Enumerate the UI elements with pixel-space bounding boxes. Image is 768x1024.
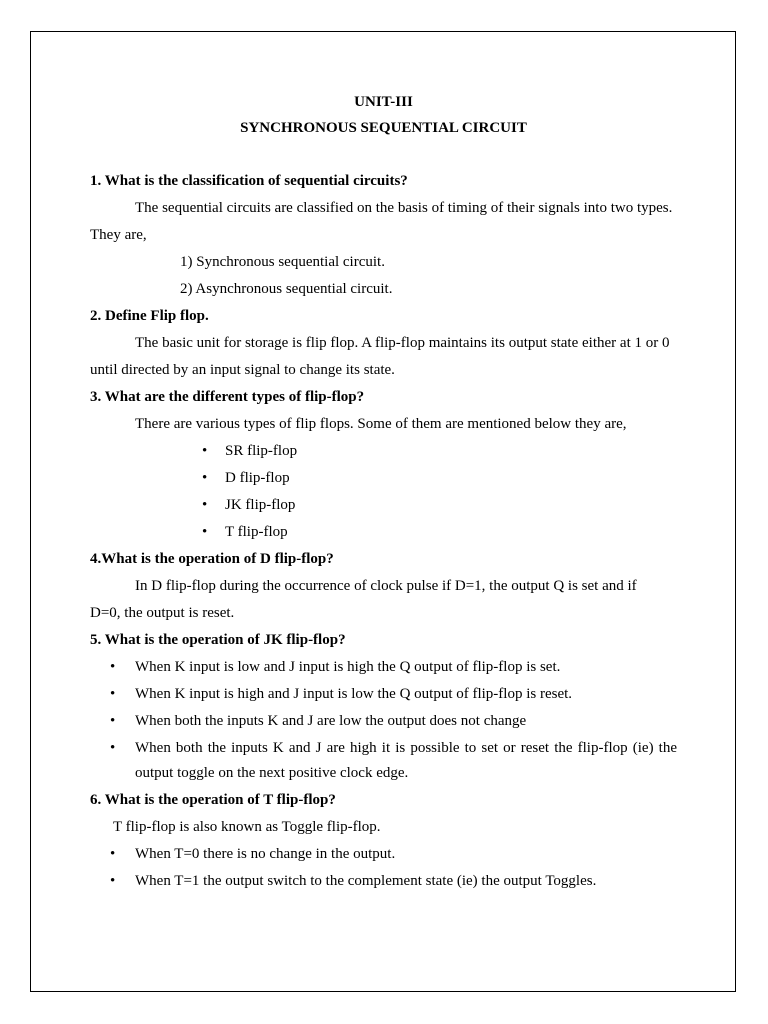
question-1: 1. What is the classification of sequential circuits? (90, 173, 408, 189)
list-item-text: When T=1 the output switch to the complement state (ie) the output Toggles. (135, 873, 597, 889)
list-item-text: When both the inputs K and J are high it is possible to set or reset the flip-flop (ie) the output toggle on the next positive clock edge. (135, 740, 677, 781)
answer-4-line-1: In D flip-flop during the occurrence of clock pulse if D=1, the output Q is set and if (135, 578, 637, 594)
bullet-icon: • (110, 686, 116, 702)
answer-3: There are various types of flip flops. Some of them are mentioned below they are, (135, 416, 627, 432)
list-item (90, 519, 677, 546)
bullet-icon: • (202, 524, 208, 540)
bullet-icon: • (110, 873, 116, 889)
answer-2-line-2: until directed by an input signal to change its state. (90, 362, 395, 378)
question-4: 4.What is the operation of D flip-flop? (90, 551, 334, 567)
list-item (90, 492, 677, 519)
list-item-text: SR flip-flop (225, 443, 298, 459)
list-item (90, 654, 677, 681)
document-title: SYNCHRONOUS SEQUENTIAL CIRCUIT (240, 120, 527, 136)
list-item-text: D flip-flop (225, 470, 290, 486)
bullet-icon: • (202, 497, 208, 513)
answer-4-line-2: D=0, the output is reset. (90, 605, 235, 621)
question-2: 2. Define Flip flop. (90, 308, 209, 324)
list-item-text: T flip-flop (225, 524, 288, 540)
document-body (90, 89, 677, 895)
list-item-text: When K input is high and J input is low the Q output of flip-flop is reset. (135, 686, 573, 702)
question-6: 6. What is the operation of T flip-flop? (90, 792, 336, 808)
list-item (90, 681, 677, 708)
bullet-icon: • (110, 713, 116, 729)
list-item (90, 708, 677, 735)
list-item (90, 465, 677, 492)
list-item-text: JK flip-flop (225, 497, 296, 513)
list-item: 2) Asynchronous sequential circuit. (180, 281, 393, 297)
list-item (90, 841, 677, 868)
question-5: 5. What is the operation of JK flip-flop? (90, 632, 346, 648)
list-item (90, 735, 677, 787)
bullet-icon: • (202, 470, 208, 486)
bullet-icon: • (110, 740, 116, 756)
list-item: 1) Synchronous sequential circuit. (180, 254, 385, 270)
answer-1-line-2: They are, (90, 227, 147, 243)
list-item-text: When T=0 there is no change in the output. (135, 846, 396, 862)
answer-2-line-1: The basic unit for storage is flip flop. A flip-flop maintains its output state either at 1 or 0 (135, 335, 670, 351)
bullet-icon: • (110, 846, 116, 862)
answer-1-line-1: The sequential circuits are classified on the basis of timing of their signals into two types. (135, 200, 673, 216)
list-item (90, 438, 677, 465)
list-item-text: When K input is low and J input is high the Q output of flip-flop is set. (135, 659, 561, 675)
list-item-text: When both the inputs K and J are low the output does not change (135, 713, 527, 729)
answer-6: T flip-flop is also known as Toggle flip-flop. (113, 819, 381, 835)
unit-heading: UNIT-III (354, 94, 413, 110)
question-3: 3. What are the different types of flip-flop? (90, 389, 365, 405)
list-item (90, 868, 677, 895)
bullet-icon: • (202, 443, 208, 459)
bullet-icon: • (110, 659, 116, 675)
